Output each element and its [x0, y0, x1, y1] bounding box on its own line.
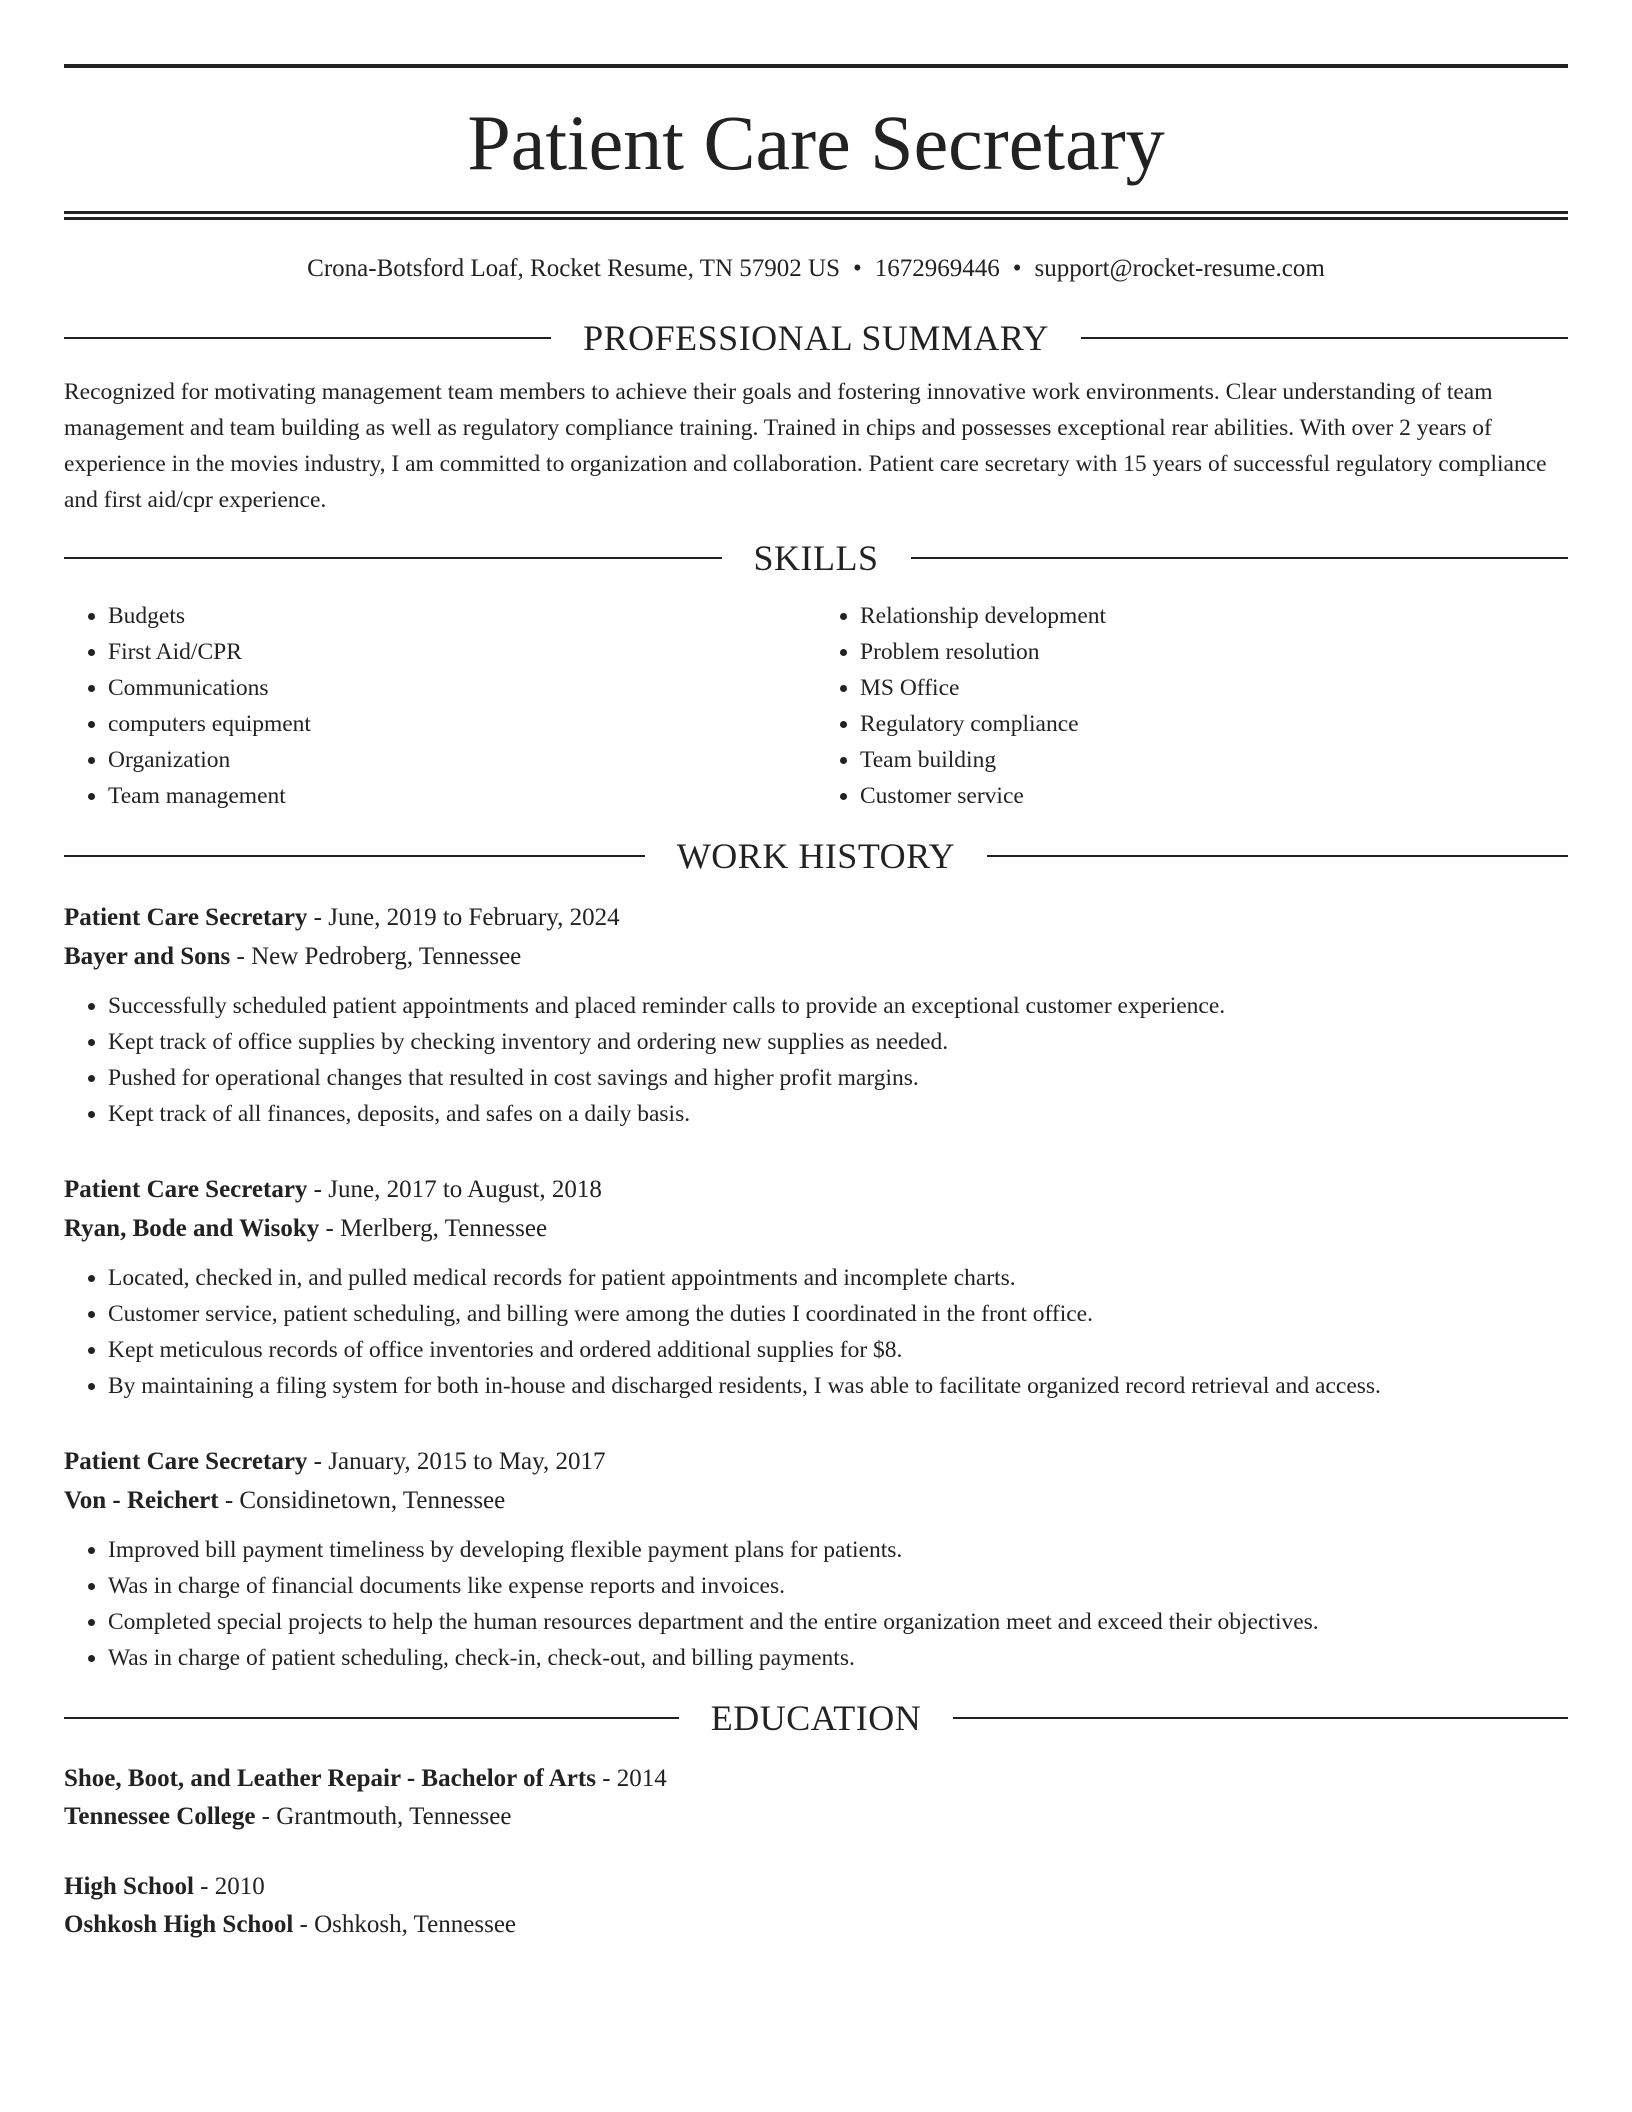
education-entry [64, 1868, 1568, 1944]
skill-item: • Team building [860, 742, 1568, 778]
skills-list [64, 598, 1568, 814]
job-entry [64, 898, 1568, 1132]
job-title-line [64, 898, 1568, 937]
job-bullet: • Kept meticulous records of office inventories and ordered additional supplies for $8. [108, 1332, 1568, 1368]
job-bullet: • Kept track of all finances, deposits, and safes on a daily basis. [108, 1096, 1568, 1132]
summary-text: Recognized for motivating management team members to achieve their goals and fostering innovative work environments. Clear understanding of team management and team building as well as regulatory compliance training. Trained in chips and possesses exceptional rear abilities. With over 2 years of experience in the movies industry, I am committed to organization and collaboration. Patient care secretary with 15 years of successful regulatory compliance and first aid/cpr experience. [64, 379, 1547, 513]
job-bullet: • Completed special projects to help the human resources department and the entire organization meet and exceed their objectives. [108, 1604, 1568, 1640]
heading-rule [64, 337, 551, 339]
education-year: - 2014 [595, 1765, 667, 1792]
job-bullets [64, 988, 1568, 1132]
resume-page [64, 64, 1568, 1944]
education-school-line [64, 1798, 1568, 1836]
job-title-line [64, 1170, 1568, 1209]
job-dates: - June, 2019 to February, 2024 [307, 904, 620, 931]
education-degree: Shoe, Boot, and Leather Repair - Bachelor of Arts [64, 1765, 596, 1792]
skill-item: • Relationship development [860, 598, 1568, 634]
job-dates: - June, 2017 to August, 2018 [307, 1176, 602, 1203]
job-location: - New Pedroberg, Tennessee [230, 943, 522, 970]
contact-separator: • [1012, 255, 1022, 282]
job-title: Patient Care Secretary [64, 904, 308, 931]
job-company: Ryan, Bode and Wisoky [64, 1215, 320, 1242]
skill-item: • Communications [108, 670, 816, 706]
resume-title: Patient Care Secretary [467, 99, 1165, 186]
education-location: - Oshkosh, Tennessee [293, 1911, 517, 1938]
job-bullet: • Improved bill payment timeliness by developing flexible payment plans for patients. [108, 1532, 1568, 1568]
education-entry [64, 1760, 1568, 1836]
section-heading-work [64, 836, 1568, 876]
heading-rule [911, 557, 1569, 559]
section-heading-skills [64, 538, 1568, 578]
contact-line [64, 254, 1568, 284]
job-company-line [64, 1209, 1568, 1248]
education-location: - Grantmouth, Tennessee [255, 1803, 512, 1830]
job-title: Patient Care Secretary [64, 1448, 308, 1475]
contact-email: support@rocket-resume.com [1034, 255, 1325, 282]
job-location: - Merlberg, Tennessee [319, 1215, 548, 1242]
job-entry [64, 1442, 1568, 1676]
skill-item: • First Aid/CPR [108, 634, 816, 670]
heading-rule [953, 1717, 1568, 1719]
job-bullets [64, 1260, 1568, 1404]
skills-column-left [64, 598, 816, 814]
section-title: WORK HISTORY [676, 836, 956, 876]
job-bullet: • Pushed for operational changes that resulted in cost savings and higher profit margins. [108, 1060, 1568, 1096]
section-title: EDUCATION [710, 1698, 922, 1738]
skill-item: • Team management [108, 778, 816, 814]
job-bullet: • Customer service, patient scheduling, and billing were among the duties I coordinated in the front office. [108, 1296, 1568, 1332]
education-school: Oshkosh High School [64, 1911, 294, 1938]
heading-rule [64, 1717, 679, 1719]
job-company-line [64, 1481, 1568, 1520]
heading-rule [1081, 337, 1568, 339]
job-bullet: • Was in charge of patient scheduling, check-in, check-out, and billing payments. [108, 1640, 1568, 1676]
title-double-rule [64, 211, 1568, 220]
contact-separator: • [852, 255, 862, 282]
job-company-line [64, 937, 1568, 976]
education-degree: High School [64, 1873, 194, 1900]
job-company: Bayer and Sons [64, 943, 231, 970]
section-title: SKILLS [753, 538, 879, 578]
education-school-line [64, 1906, 1568, 1944]
top-rule [64, 64, 1568, 68]
job-company: Von - Reichert [64, 1487, 219, 1514]
heading-rule [64, 557, 722, 559]
skill-item: • Problem resolution [860, 634, 1568, 670]
job-title: Patient Care Secretary [64, 1176, 308, 1203]
skills-column-right [816, 598, 1568, 814]
section-heading-education [64, 1698, 1568, 1738]
education-year: - 2010 [193, 1873, 265, 1900]
job-entry [64, 1170, 1568, 1404]
heading-rule [987, 855, 1568, 857]
job-bullet: • Located, checked in, and pulled medical records for patient appointments and incomplete charts. [108, 1260, 1568, 1296]
skill-item: • MS Office [860, 670, 1568, 706]
contact-phone: 1672969446 [874, 255, 1000, 282]
job-bullet: • Successfully scheduled patient appointments and placed reminder calls to provide an exceptional customer experience. [108, 988, 1568, 1024]
job-title-line [64, 1442, 1568, 1481]
skill-item: • Budgets [108, 598, 816, 634]
contact-address: Crona-Botsford Loaf, Rocket Resume, TN 57902 US [307, 255, 840, 282]
skill-item: • Organization [108, 742, 816, 778]
skill-item: • Customer service [860, 778, 1568, 814]
education-degree-line [64, 1760, 1568, 1798]
skill-item: • Regulatory compliance [860, 706, 1568, 742]
heading-rule [64, 855, 645, 857]
section-title: PROFESSIONAL SUMMARY [583, 318, 1049, 358]
education-school: Tennessee College [64, 1803, 256, 1830]
education-degree-line [64, 1868, 1568, 1906]
job-dates: - January, 2015 to May, 2017 [307, 1448, 606, 1475]
skill-item: • computers equipment [108, 706, 816, 742]
job-bullet: • By maintaining a filing system for both in-house and discharged residents, I was able to facilitate organized record retrieval and access. [108, 1368, 1568, 1404]
section-heading-summary [64, 318, 1568, 358]
job-bullets [64, 1532, 1568, 1676]
job-bullet: • Was in charge of financial documents like expense reports and invoices. [108, 1568, 1568, 1604]
job-location: - Considinetown, Tennessee [218, 1487, 506, 1514]
job-bullet: • Kept track of office supplies by checking inventory and ordering new supplies as needed. [108, 1024, 1568, 1060]
